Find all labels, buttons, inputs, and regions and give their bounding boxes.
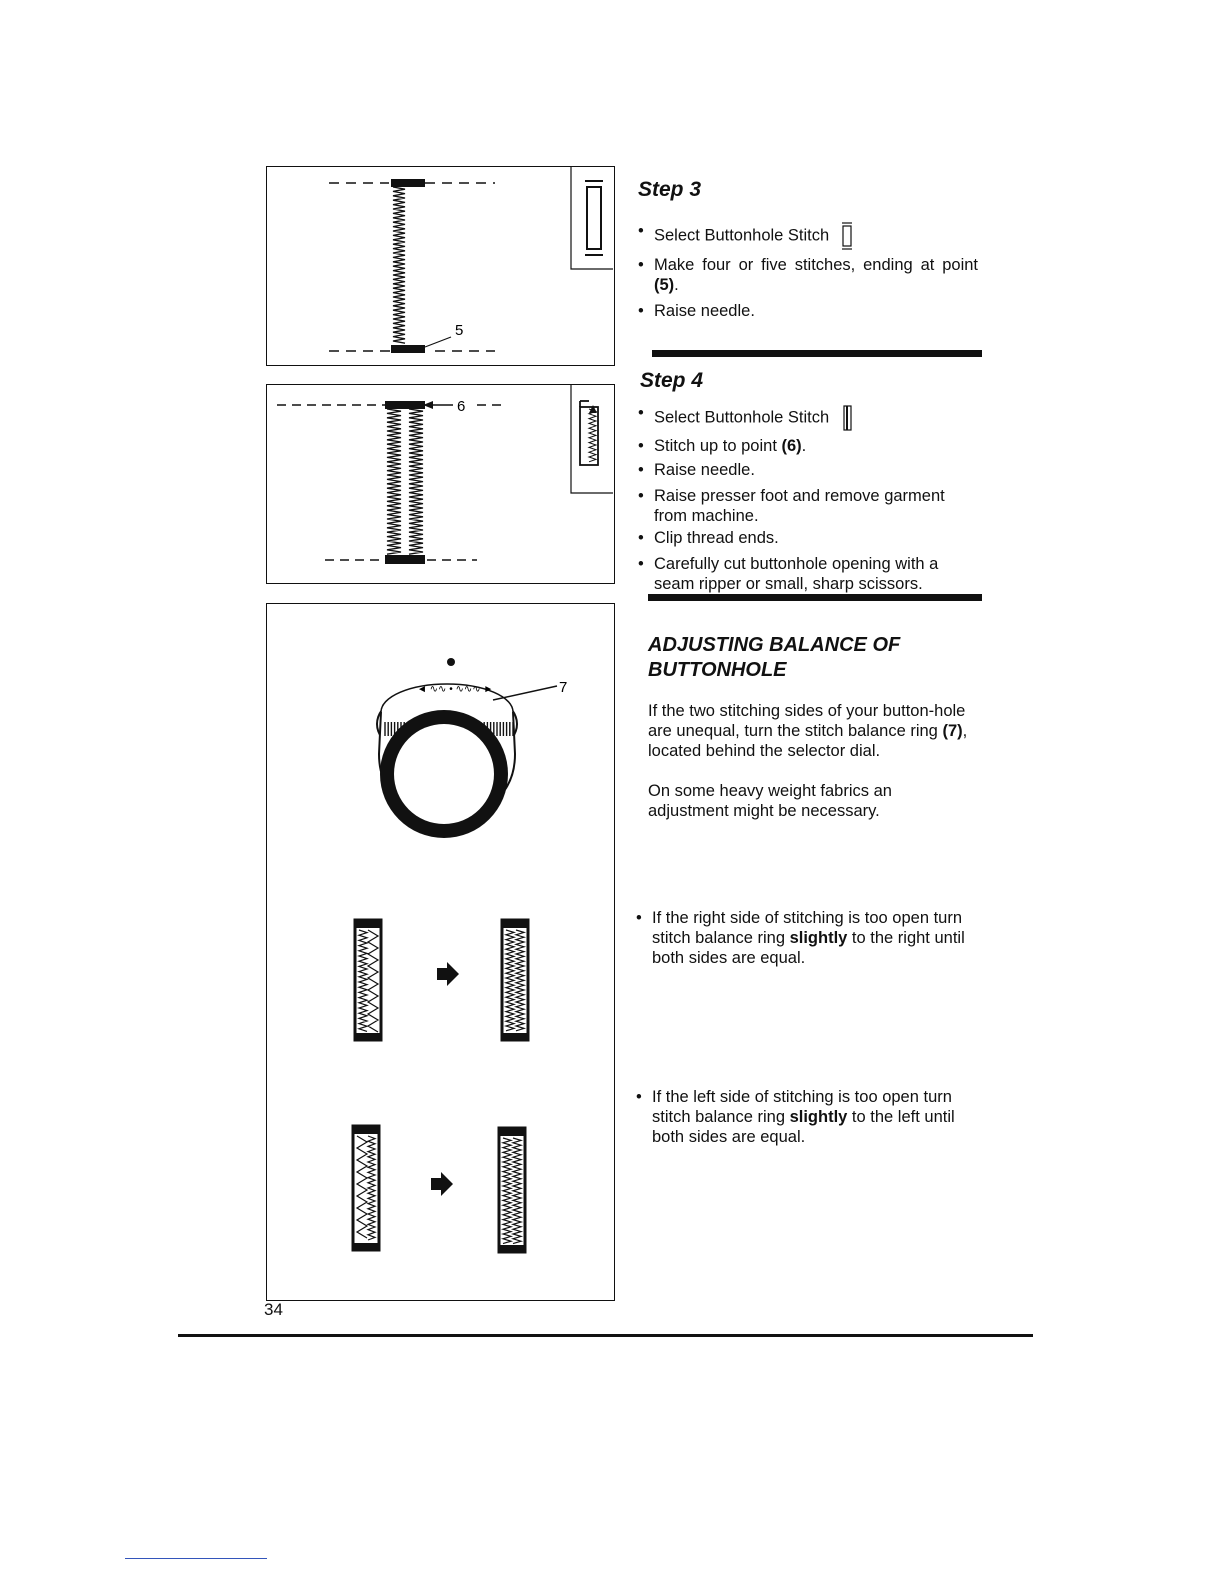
left-stitch-column bbox=[393, 187, 405, 343]
callout-6: 6 bbox=[457, 398, 466, 415]
arrow-right-icon bbox=[437, 962, 459, 986]
list-item: • Raise needle. bbox=[638, 460, 978, 480]
step3-title: Step 3 bbox=[638, 178, 702, 201]
step4-illustration bbox=[266, 384, 615, 584]
left-stitch-column bbox=[387, 409, 401, 554]
page-number: 34 bbox=[264, 1300, 283, 1319]
buttonhole-stitch-symbol bbox=[585, 181, 603, 255]
list-item: • If the right side of stitching is too open turn stitch balance ring slightly to the right until both sides are equal. bbox=[636, 908, 976, 968]
list-item: • Clip thread ends. bbox=[638, 528, 978, 548]
buttonhole-before-left-open bbox=[353, 1126, 379, 1251]
divider bbox=[648, 594, 982, 601]
list-item: • Make four or five stitches, ending at point (5). bbox=[638, 255, 978, 295]
balance-illustration bbox=[266, 603, 615, 1301]
step4-list bbox=[638, 403, 978, 594]
buttonhole-stitch-icon bbox=[840, 403, 854, 433]
list-item: • Raise presser foot and remove garment from machine. bbox=[638, 486, 978, 526]
list-item: • Select Buttonhole Stitch bbox=[638, 403, 978, 433]
buttonhole-after-balanced bbox=[499, 1128, 525, 1253]
footer-rule bbox=[178, 1334, 1033, 1337]
arrow-right-icon bbox=[431, 1172, 453, 1196]
list-item: • Stitch up to point (6). bbox=[638, 436, 978, 456]
balance-diagram bbox=[267, 604, 613, 1299]
svg-text:◄ ∿∿ • ∿∿∿ ►: ◄ ∿∿ • ∿∿∿ ► bbox=[417, 684, 494, 695]
list-item: • Carefully cut buttonhole opening with a seam ripper or small, sharp scissors. bbox=[638, 554, 978, 594]
stitch-balance-ring bbox=[377, 684, 517, 838]
footer-link-line bbox=[125, 1558, 267, 1559]
right-open-list bbox=[636, 908, 976, 968]
list-item: • Select Buttonhole Stitch bbox=[638, 221, 978, 251]
right-stitch-column bbox=[409, 409, 423, 554]
buttonhole-partial-diagram bbox=[267, 167, 613, 364]
step4-title: Step 4 bbox=[640, 369, 704, 392]
adjusting-paragraph: If the two stitching sides of your button-hole are unequal, turn the stitch balance ring (7), located behind the selector dial. bbox=[648, 702, 968, 760]
adjusting-note: On some heavy weight fabrics an adjustment might be necessary. bbox=[648, 782, 892, 820]
divider bbox=[652, 350, 982, 357]
buttonhole-stitch-icon bbox=[840, 221, 854, 251]
callout-7: 7 bbox=[559, 679, 568, 696]
step3-illustration bbox=[266, 166, 615, 366]
list-item: • If the left side of stitching is too open turn stitch balance ring slightly to the left until both sides are equal. bbox=[636, 1087, 976, 1147]
list-item: • Raise needle. bbox=[638, 301, 978, 321]
callout-5: 5 bbox=[455, 322, 464, 339]
buttonhole-full-diagram bbox=[267, 385, 613, 582]
adjusting-title: ADJUSTING BALANCE OF BUTTONHOLE bbox=[648, 634, 901, 681]
buttonhole-before-right-open bbox=[355, 920, 381, 1041]
left-open-list bbox=[636, 1087, 976, 1147]
buttonhole-stitch-symbol bbox=[580, 401, 598, 465]
step3-list bbox=[638, 221, 978, 321]
buttonhole-after-balanced bbox=[502, 920, 528, 1041]
